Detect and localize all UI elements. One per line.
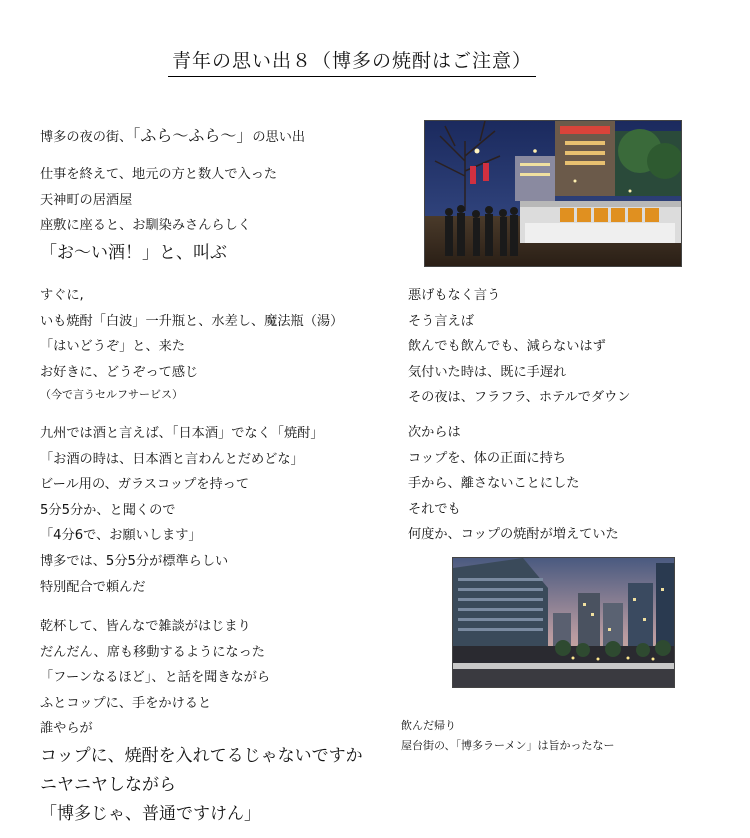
text-line: ふとコップに、手をかけると [40, 695, 212, 711]
left-paragraph-4 [40, 614, 363, 829]
heading-quote: 「ふら～ふら～」 [132, 126, 253, 145]
page-title: 青年の思い出８（博多の焼酎はご注意） [168, 46, 536, 77]
text-line: そう言えば [408, 313, 474, 329]
text-line: 何度か、コップの焼酎が増えていた [408, 527, 619, 543]
text-line: ニヤニヤしながら [40, 774, 176, 795]
text-line: 「お～い酒！」と、叫ぶ [40, 242, 227, 263]
night-street-stalls-photo [424, 120, 682, 267]
text-line: コップを、体の正面に持ち [408, 450, 566, 466]
heading-prefix: 博多の夜の街、 [40, 130, 133, 145]
text-line: 手から、離さないことにした [408, 476, 580, 492]
section-heading [40, 122, 305, 152]
text-line: 「4分6で、お願いします」 [40, 528, 202, 544]
text-line: 5分5分か、と聞くので [40, 502, 176, 518]
text-line: ビール用の、ガラスコップを持って [40, 477, 250, 493]
text-line: それでも [408, 501, 461, 517]
text-line: 九州では酒と言えば、「日本酒」でなく「焼酎」 [40, 426, 324, 441]
text-line: 「フーンなるほど」、と話を聞きながら [40, 670, 271, 686]
text-line: いも焼酎「白波」一升瓶と、水差し、魔法瓶（湯） [40, 313, 344, 329]
text-line: 「はいどうぞ」と、来た [40, 339, 186, 355]
text-line: お好きに、どうぞって感じ [40, 364, 199, 380]
text-line: 「博多じゃ、普通ですけん」 [40, 803, 261, 824]
text-line: すぐに, [40, 288, 84, 303]
text-line: 次からは [408, 425, 461, 440]
text-line: 悪げもなく言う [408, 288, 501, 303]
left-paragraph-2 [40, 283, 343, 405]
text-line: 飲んだ帰り [401, 719, 456, 732]
text-line: 乾杯して、皆んなで雑談がはじまり [40, 619, 251, 634]
text-line: 座敷に座ると、お馴染みさんらしく [40, 218, 251, 234]
left-paragraph-3 [40, 421, 324, 600]
text-line: 屋台街の、「博多ラーメン」は旨かったなー [401, 739, 615, 752]
text-line: 博多では、5分5分が標準らしい [40, 553, 229, 569]
text-line: （今で言うセルフサービス） [40, 388, 183, 402]
heading-suffix: の思い出 [252, 130, 306, 145]
text-line: 気付いた時は、既に手遅れ [408, 364, 567, 380]
text-line: 「お酒の時は、日本酒と言わんとだめどな」 [40, 451, 304, 467]
text-line: 特別配合で頼んだ [40, 579, 146, 595]
left-paragraph-1 [40, 162, 277, 268]
text-line: 誰やらが [40, 721, 93, 737]
right-paragraph-2 [408, 420, 619, 548]
evening-city-buildings-photo [452, 557, 675, 688]
right-paragraph-3 [401, 716, 615, 756]
text-line: コップに、焼酎を入れてるじゃないですか [40, 745, 363, 766]
text-line: 仕事を終えて、地元の方と数人で入った [40, 167, 278, 182]
text-line: 飲んでも飲んでも、減らないはず [408, 339, 606, 355]
text-line: その夜は、フラフラ、ホテルでダウン [408, 390, 631, 406]
right-paragraph-1 [408, 283, 630, 411]
text-line: だんだん、席も移動するようになった [40, 644, 265, 660]
text-line: 天神町の居酒屋 [40, 192, 133, 208]
